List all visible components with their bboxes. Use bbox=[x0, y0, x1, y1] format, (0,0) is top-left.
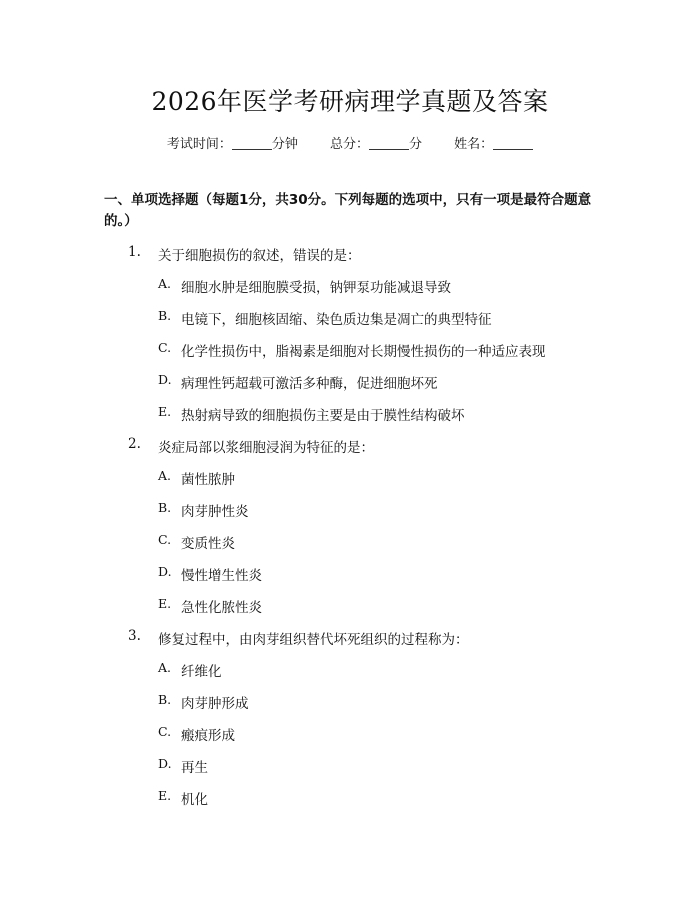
name-label: 姓名： bbox=[454, 137, 494, 152]
name-blank[interactable] bbox=[493, 136, 533, 150]
option-text: 肉芽肿形成 bbox=[181, 696, 249, 712]
exam-time-label: 考试时间： bbox=[166, 137, 232, 152]
option-letter: B. bbox=[158, 692, 172, 707]
option-text: 病理性钙超载可激活多种酶，促进细胞坏死 bbox=[181, 376, 438, 392]
option-text: 再生 bbox=[181, 760, 208, 776]
exam-title: 2026年医学考研病理学真题及答案 bbox=[151, 87, 549, 116]
question-number: 2. bbox=[128, 436, 141, 452]
option-letter: A. bbox=[158, 468, 172, 483]
option-text: 变质性炎 bbox=[181, 536, 235, 552]
option-letter: D. bbox=[158, 756, 172, 771]
option-text: 肉芽肿性炎 bbox=[181, 504, 249, 520]
option-letter: A. bbox=[158, 276, 172, 291]
option-letter: B. bbox=[158, 308, 172, 323]
option-text: 慢性增生性炎 bbox=[181, 568, 262, 584]
option-letter: B. bbox=[158, 500, 172, 515]
option-text: 急性化脓性炎 bbox=[181, 600, 262, 616]
exam-time-field bbox=[167, 137, 298, 152]
option-text: 电镜下，细胞核固缩、染色质边集是凋亡的典型特征 bbox=[181, 312, 492, 328]
option-text: 细胞水肿是细胞膜受损，钠钾泵功能减退导致 bbox=[181, 280, 451, 296]
question-text: 炎症局部以浆细胞浸润为特征的是： bbox=[158, 440, 374, 456]
option-letter: E. bbox=[158, 404, 172, 419]
option-letter: C. bbox=[158, 724, 172, 739]
option-letter: E. bbox=[158, 788, 172, 803]
name-field bbox=[454, 137, 533, 152]
option-letter: D. bbox=[158, 564, 172, 579]
option-text: 化学性损伤中，脂褐素是细胞对长期慢性损伤的一种适应表现 bbox=[181, 344, 546, 360]
question-text: 修复过程中，由肉芽组织替代坏死组织的过程称为： bbox=[158, 632, 469, 648]
exam-time-blank[interactable] bbox=[232, 136, 272, 150]
total-score-field bbox=[330, 137, 422, 152]
section-header: 一、单项选择题（每题1分，共30分。下列每题的选项中，只有一项是最符合题意的。） bbox=[104, 192, 592, 229]
total-score-unit: 分 bbox=[409, 137, 423, 152]
total-score-blank[interactable] bbox=[369, 136, 409, 150]
option-text: 菌性脓肿 bbox=[181, 472, 235, 488]
option-letter: C. bbox=[158, 532, 172, 547]
option-text: 纤维化 bbox=[181, 664, 222, 680]
option-letter: D. bbox=[158, 372, 172, 387]
option-text: 机化 bbox=[181, 792, 208, 808]
question-text: 关于细胞损伤的叙述，错误的是： bbox=[158, 248, 361, 264]
option-text: 热射病导致的细胞损伤主要是由于膜性结构破坏 bbox=[181, 408, 465, 424]
exam-info-line bbox=[0, 133, 700, 152]
option-letter: A. bbox=[158, 660, 172, 675]
exam-time-unit: 分钟 bbox=[271, 137, 298, 152]
total-score-label: 总分： bbox=[329, 137, 369, 152]
option-text: 瘢痕形成 bbox=[181, 728, 235, 744]
question-number: 3. bbox=[128, 628, 141, 644]
option-letter: C. bbox=[158, 340, 172, 355]
option-letter: E. bbox=[158, 596, 172, 611]
question-number: 1. bbox=[128, 244, 141, 260]
